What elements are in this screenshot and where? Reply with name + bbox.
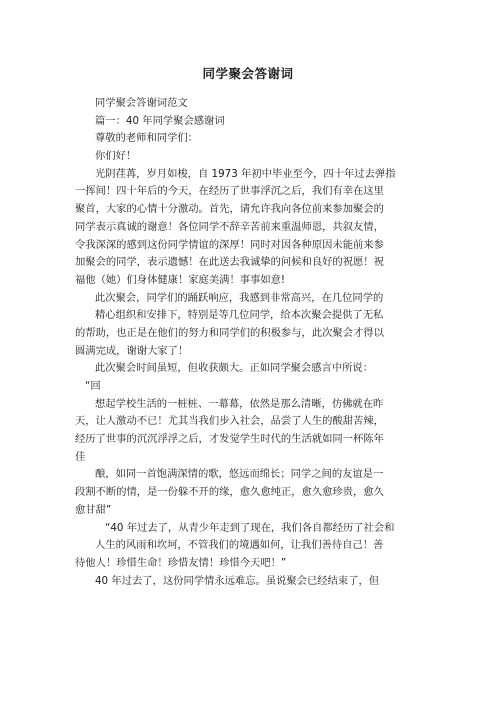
paragraph-line: 40 年过去了，这份同学情永远难忘。虽说聚会已经结束了，但 bbox=[95, 574, 380, 587]
paragraph-line: 加聚会的同学，表示遗憾！在此送去我诚挚的问候和良好的祝愿！祝 bbox=[75, 256, 384, 269]
paragraph-line: 圆满完成，谢谢大家了！ bbox=[75, 344, 189, 357]
paragraph-line: 天，让人激动不已！尤其当我们步入社会，品尝了人生的酸甜苦辣， bbox=[75, 415, 384, 428]
paragraph-line: 尊敬的老师和同学们： bbox=[95, 132, 198, 145]
paragraph-line: 光阴荏苒，岁月如梭，自 1973 年初中毕业至今，四十年过去弹指 bbox=[95, 167, 396, 180]
paragraph-line: 聚首，大家的心情十分激动。首先，请允许我向各位前来参加聚会的 bbox=[75, 203, 384, 216]
paragraph-line: 令我深深的感到这份同学情谊的深厚！同时对因各种原因未能前来参 bbox=[75, 238, 384, 251]
paragraph-line: 佳 bbox=[75, 450, 86, 463]
paragraph-line: “40 年过去了，从青少年走到了现在，我们各自都经历了社会和 bbox=[105, 521, 395, 534]
paragraph-line: 酿，如同一首饱满深情的歌，悠远而绵长；同学之间的友谊是一 bbox=[95, 468, 384, 481]
paragraph-line: 段割不断的情，是一份躲不开的缘，愈久愈纯正，愈久愈珍贵，愈久 bbox=[75, 486, 384, 499]
paragraph-line: 福他（她）们身体健康！家庭美满！事事如意! bbox=[75, 273, 286, 286]
paragraph-line: 此次聚会，同学们的踊跃响应，我感到非常高兴，在几位同学的 bbox=[95, 291, 384, 304]
paragraph-line: 同学表示真诚的谢意！各位同学不辞辛苦前来重温师恩，共叙友情， bbox=[75, 220, 384, 233]
paragraph-line: “回 bbox=[85, 380, 101, 392]
paragraph-line: 同学聚会答谢词范文 bbox=[95, 97, 188, 109]
paragraph-line: 精心组织和安排下，特别是等几位同学，给本次聚会提供了无私 bbox=[95, 309, 384, 322]
paragraph-line: 待他人！珍惜生命！珍惜友情！珍惜今天吧！” bbox=[75, 556, 287, 569]
paragraph-line: 人生的风雨和坎坷，不管我们的境遇如何，让我们善待自己！善 bbox=[95, 539, 384, 552]
document-body bbox=[75, 95, 435, 590]
paragraph-line: 想起学校生活的一桩桩、一幕幕，依然是那么清晰，仿佛就在昨 bbox=[95, 397, 384, 410]
paragraph-line: 一挥间！四十年后的今天，在经历了世事浮沉之后，我们有幸在这里 bbox=[75, 185, 384, 198]
paragraph-line: 的帮助，也正是在他们的努力和同学们的积极参与，此次聚会才得以 bbox=[75, 326, 384, 339]
paragraph-line: 愈甘甜” bbox=[75, 503, 112, 516]
paragraph-line: 经历了世事的沉沉浮浮之后，才发觉学生时代的生活就如同一杯陈年 bbox=[75, 433, 384, 446]
paragraph-line: 此次聚会时间虽短，但收获颇大。正如同学聚会感言中所说： bbox=[95, 362, 374, 375]
paragraph-line: 你们好！ bbox=[95, 150, 137, 163]
paragraph-line: 篇一：40 年同学聚会感谢词 bbox=[95, 114, 225, 127]
document-title: 同学聚会答谢词 bbox=[202, 66, 294, 81]
